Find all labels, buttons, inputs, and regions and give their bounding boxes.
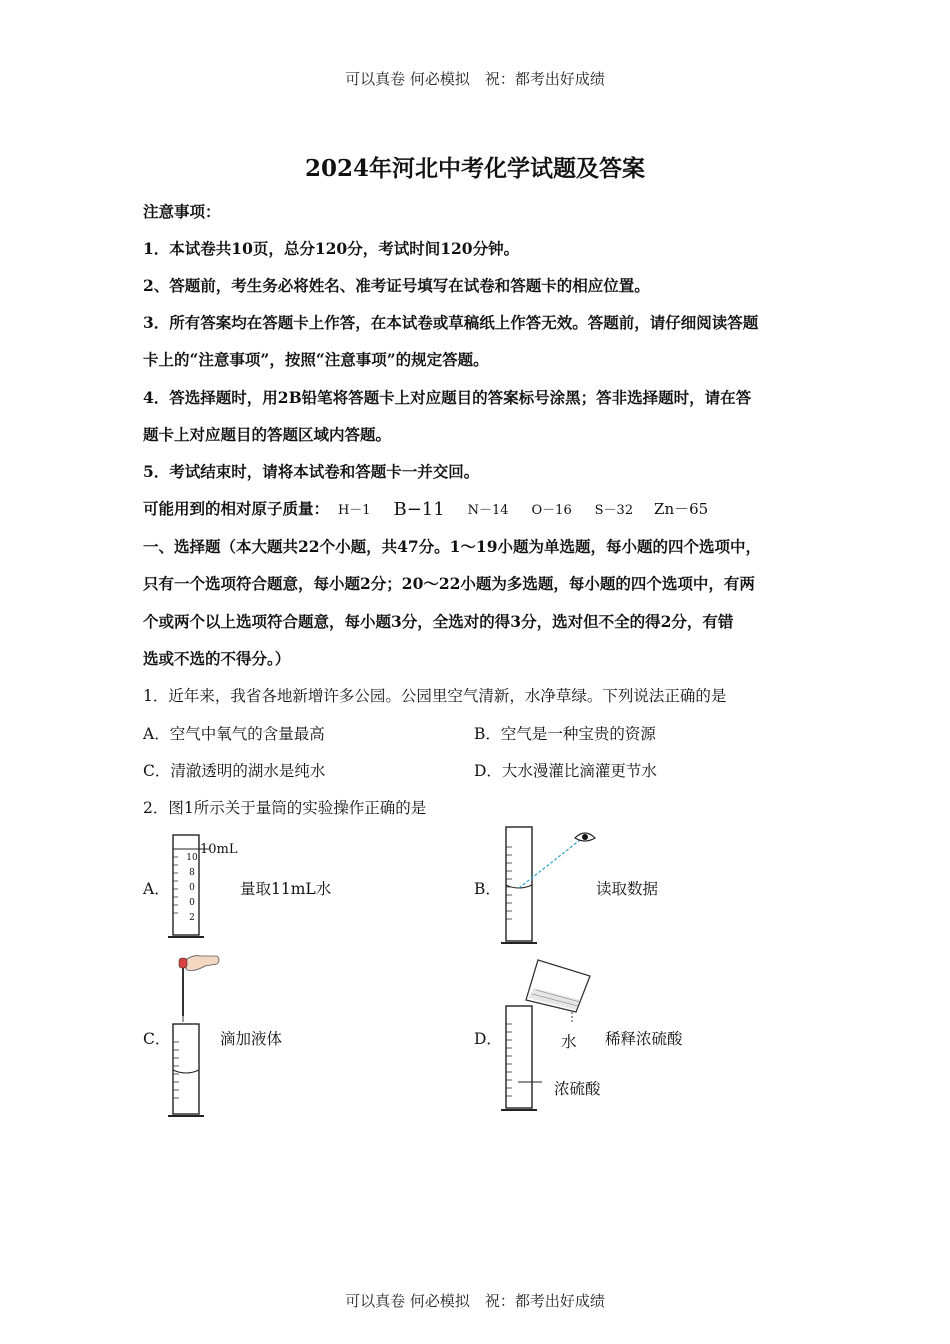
page-title: 2024年河北中考化学试题及答案 [304, 155, 645, 182]
mass-h: H－1 [337, 503, 371, 518]
q2-option-d-acid: 浓硫酸 [554, 1080, 601, 1098]
mass-b: B−11 [393, 499, 445, 520]
notice-item: 2、答题前，考生务必将姓名、准考证号填写在试卷和答题卡的相应位置。 [143, 276, 650, 295]
eye-icon [574, 830, 596, 846]
graduated-cylinder-d [498, 1004, 548, 1116]
q2-option-c-letter: C． [143, 1030, 171, 1048]
scale-label: 0 [189, 898, 195, 908]
scale-label: 10 [186, 853, 198, 863]
q2-stem: 2．图1所示关于量筒的实验操作正确的是 [143, 799, 427, 817]
notice-item: 3．所有答案均在答题卡上作答，在本试卷或草稿纸上作答无效。答题前，请仔细阅读答题 [143, 313, 759, 332]
q2-option-c-text: 滴加液体 [220, 1030, 283, 1048]
mass-n: N－14 [467, 503, 509, 518]
page-header: 可以真卷 何必模拟 祝：都考出好成绩 [345, 70, 605, 88]
notice-item: 4．答选择题时，用2B铅笔将答题卡上对应题目的答案标号涂黑；答非选择题时，请在答 [143, 388, 752, 407]
notice-item: 题卡上对应题目的答题区域内答题。 [143, 425, 392, 444]
graduated-cylinder-c [165, 1022, 215, 1122]
q2-option-a-text: 量取11mL水 [240, 880, 332, 898]
section-instructions: 选或不选的不得分。） [143, 649, 291, 668]
notice-item: 1．本试卷共10页，总分120分，考试时间120分钟。 [143, 239, 520, 258]
atomic-mass-line [143, 497, 708, 519]
page-footer: 可以真卷 何必模拟 祝：都考出好成绩 [345, 1292, 605, 1310]
notice-heading: 注意事项： [143, 202, 221, 221]
q2-option-d-text: 稀释浓硫酸 [605, 1030, 683, 1048]
mass-s: S－32 [594, 503, 634, 518]
notice-item: 5．考试结束时，请将本试卷和答题卡一并交回。 [143, 462, 480, 481]
scale-label: 0 [189, 883, 195, 893]
q1-option-d: D．大水漫灌比滴灌更节水 [474, 762, 657, 780]
notice-item: 卡上的“注意事项”，按照“注意事项”的规定答题。 [143, 350, 489, 369]
section-instructions: 只有一个选项符合题意，每小题2分；20～22小题为多选题，每小题的四个选项中，有两 [143, 574, 755, 593]
q2-option-b-letter: B． [474, 880, 501, 898]
q2-option-a-mark: 10mL [200, 842, 238, 857]
q2-option-b-text: 读取数据 [596, 880, 659, 898]
q2-option-d-water: 水 [561, 1033, 577, 1051]
q1-option-a: A．空气中氧气的含量最高 [143, 725, 325, 743]
cylinder-scale [186, 851, 198, 926]
q1-option-b: B．空气是一种宝贵的资源 [474, 725, 656, 743]
scale-label: 8 [189, 868, 195, 878]
mass-o: O－16 [531, 503, 572, 518]
q1-option-c: C．清澈透明的湖水是纯水 [143, 762, 326, 780]
q2-option-a-letter: A． [143, 880, 170, 898]
dropper-hand-icon [165, 950, 225, 1028]
q1-stem: 1．近年来，我省各地新增许多公园。公园里空气清新，水净草绿。下列说法正确的是 [143, 687, 727, 705]
atomic-mass-label: 可能用到的相对原子质量： [143, 499, 330, 518]
scale-label: 2 [189, 913, 195, 923]
section-instructions: 一、选择题（本大题共22个小题，共47分。1～19小题为单选题，每小题的四个选项中， [143, 537, 761, 556]
q2-option-d-letter: D． [474, 1030, 502, 1048]
section-instructions: 个或两个以上选项符合题意，每小题3分，全选对的得3分，选对但不全的得2分，有错 [143, 612, 734, 631]
mass-zn: Zn－65 [654, 500, 709, 518]
